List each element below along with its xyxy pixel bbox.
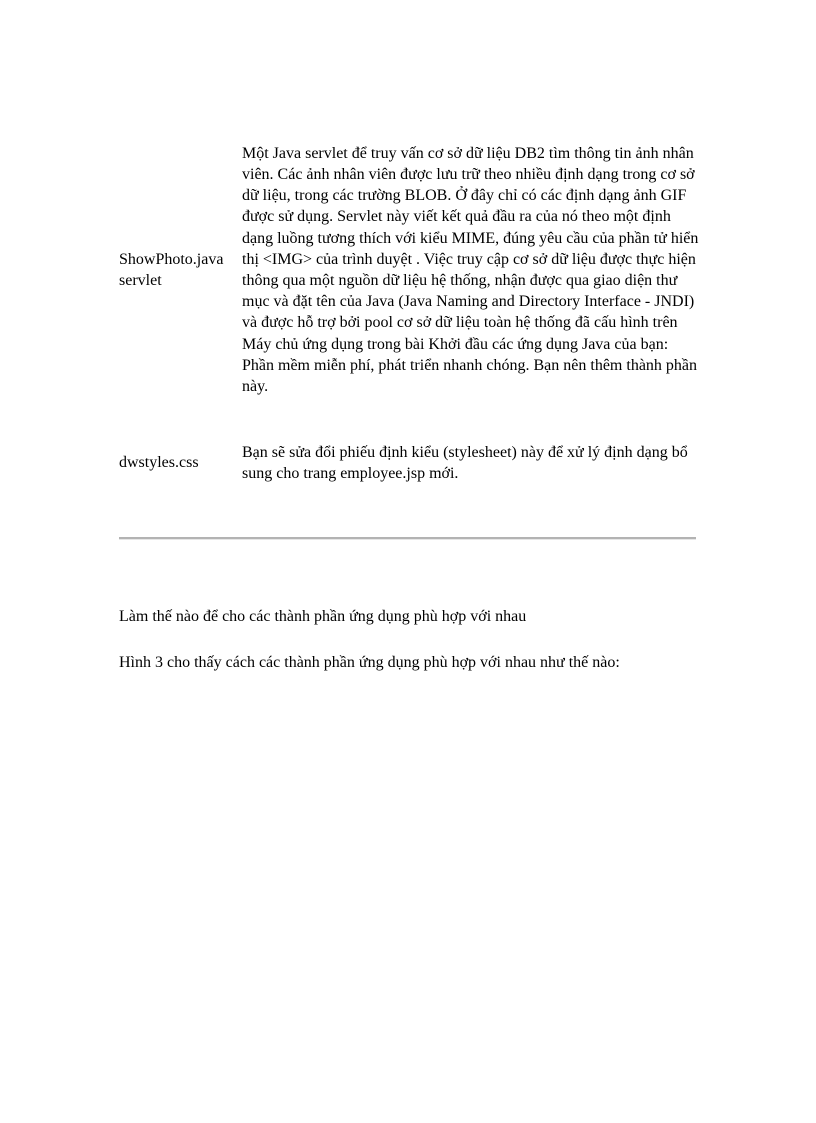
section-body-text: Hình 3 cho thấy cách các thành phần ứng dụng phù hợp với nhau như thế nào: (119, 654, 620, 671)
components-table (119, 120, 699, 506)
horizontal-divider (119, 537, 696, 540)
component-description-cell: Bạn sẽ sửa đổi phiếu định kiểu (stylesheet) này để xử lý định dạng bổ sung cho trang employee.jsp mới. (242, 443, 688, 482)
table-row (119, 420, 699, 506)
table-row (119, 120, 699, 420)
component-name-cell: dwstyles.css (119, 454, 199, 472)
component-name-cell: ShowPhoto.java servlet (119, 250, 224, 289)
section-heading: Làm thế nào để cho các thành phần ứng dụng phù hợp với nhau (119, 608, 527, 625)
component-description-cell: Một Java servlet để truy vấn cơ sở dữ liệu DB2 tìm thông tin ảnh nhân viên. Các ảnh nhân viên được lưu trữ theo nhiều định dạng trong cơ sở dữ liệu, trong các trường BLOB. Ở đây chỉ có các định dạng ảnh GIF được sử dụng. Servlet này viết kết quả đầu ra của nó theo một định dạng luồng tương thích với kiểu MIME, đúng yêu cầu của phần tử hiển thị <IMG> của trình duyệt . Việc truy cập cơ sở dữ liệu được thực hiện thông qua một nguồn dữ liệu hệ thống, nhận được qua giao diện thư mục và đặt tên của Java (Java Naming and Directory Interface - JNDI) và được hỗ trợ bởi pool cơ sở dữ liệu toàn hệ thống đã cấu hình trên Máy chủ ứng dụng trong bài Khởi đầu các ứng dụng Java của bạn: Phần mềm miễn phí, phát triển nhanh chóng. Bạn nên thêm thành phần này. (242, 144, 699, 396)
